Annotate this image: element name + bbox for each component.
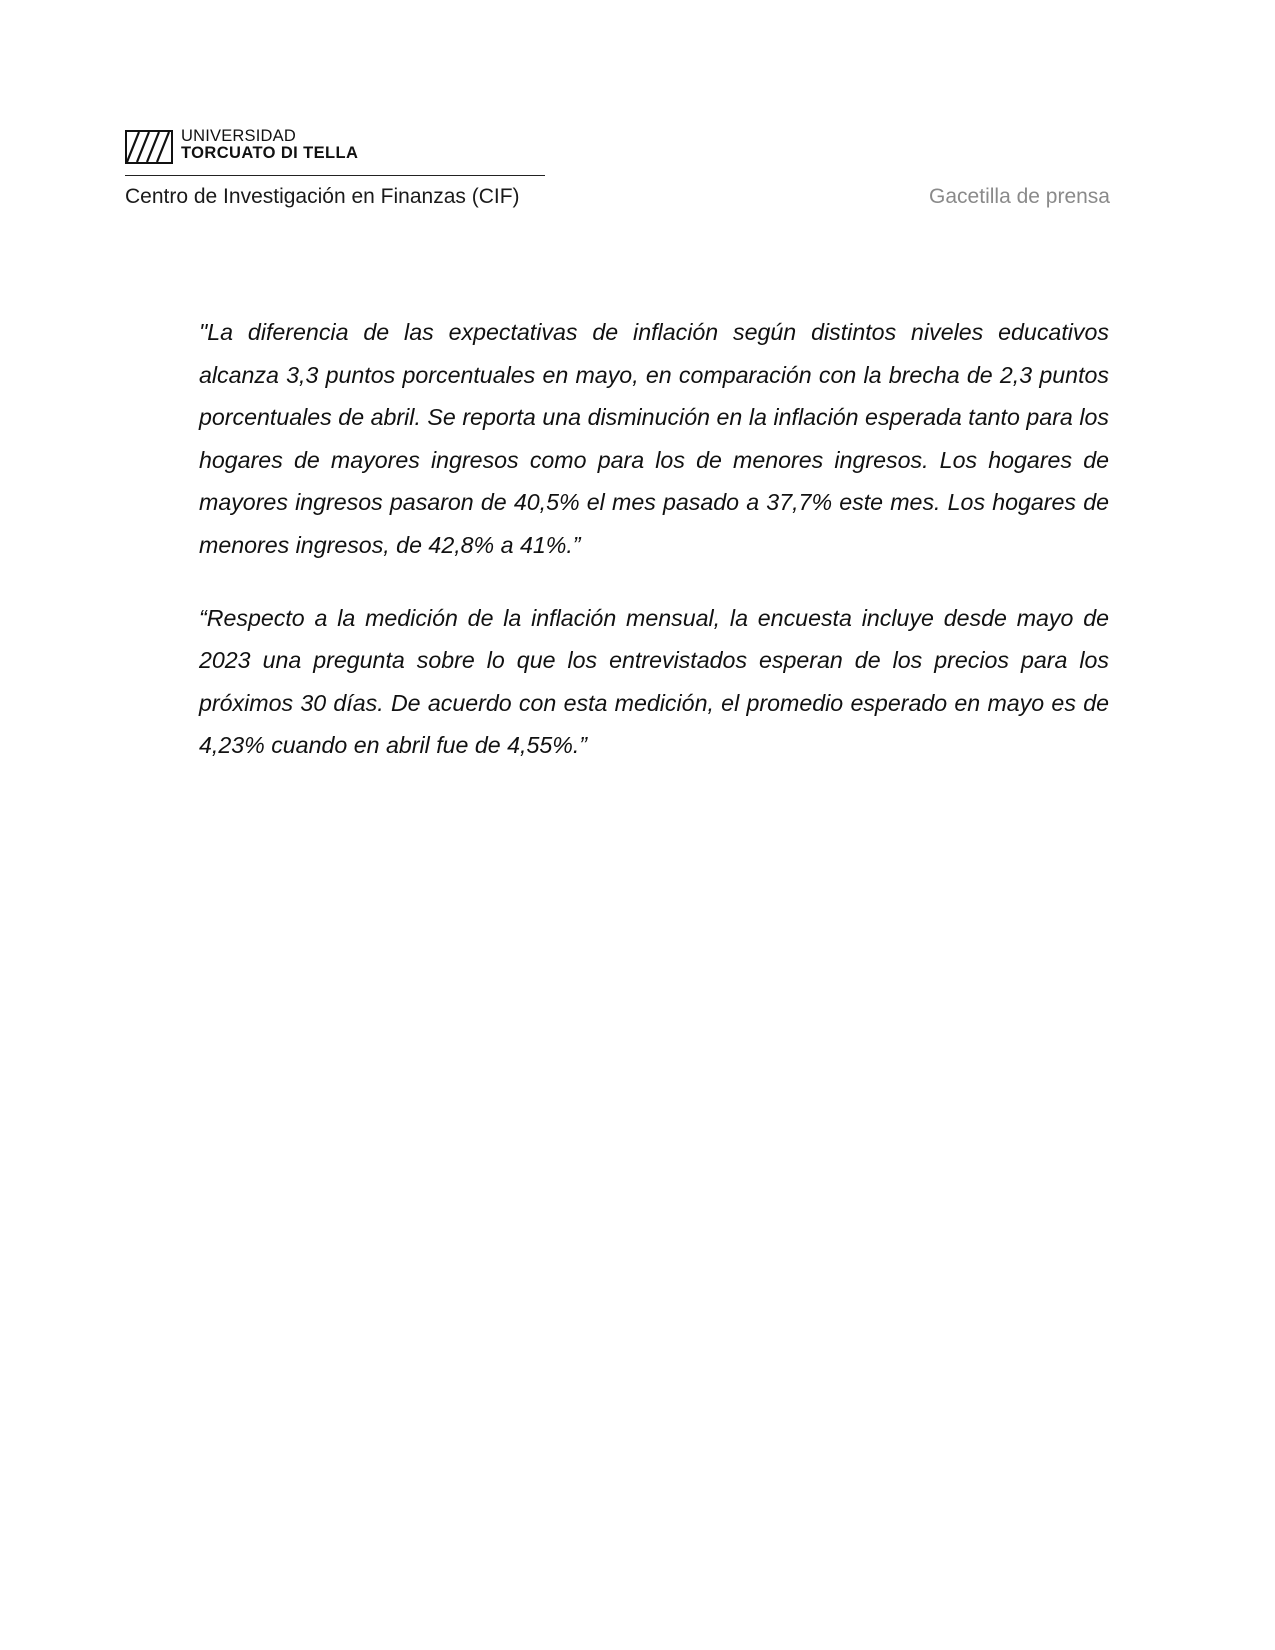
quote-paragraph-2: “Respecto a la medición de la inflación mensual, la encuesta incluye desde mayo de 2023 una pregunta sobre lo que los entrevistados esperan de los precios para los próximos 30 días. De acuerdo con esta medición, el promedio esperado en mayo es de 4,23% cuando en abril fue de 4,55%.” bbox=[199, 604, 1109, 759]
document-type-label: Gacetilla de prensa bbox=[929, 185, 1110, 208]
logo-line-university: UNIVERSIDAD bbox=[181, 127, 296, 145]
university-logo bbox=[125, 128, 425, 166]
research-center-name: Centro de Investigación en Finanzas (CIF) bbox=[125, 185, 520, 208]
logo-line-torcuato-di-tella: TORCUATO DI TELLA bbox=[181, 144, 359, 162]
quote-paragraph-1: "La diferencia de las expectativas de inflación según distintos niveles educativos alcanza 3,3 puntos porcentuales en mayo, en comparación con la brecha de 2,3 puntos porcentuales de abril. Se reporta una disminución en la inflación esperada tanto para los hogares de mayores ingresos como para los de menores ingresos. Los hogares de mayores ingresos pasaron de 40,5% el mes pasado a 37,7% este mes. Los hogares de menores ingresos, de 42,8% a 41%.” bbox=[199, 319, 1109, 558]
logo-wordmark bbox=[181, 128, 358, 162]
press-release-body bbox=[199, 311, 1109, 767]
utdt-logo-mark-icon bbox=[125, 130, 173, 164]
header-divider bbox=[125, 175, 545, 176]
